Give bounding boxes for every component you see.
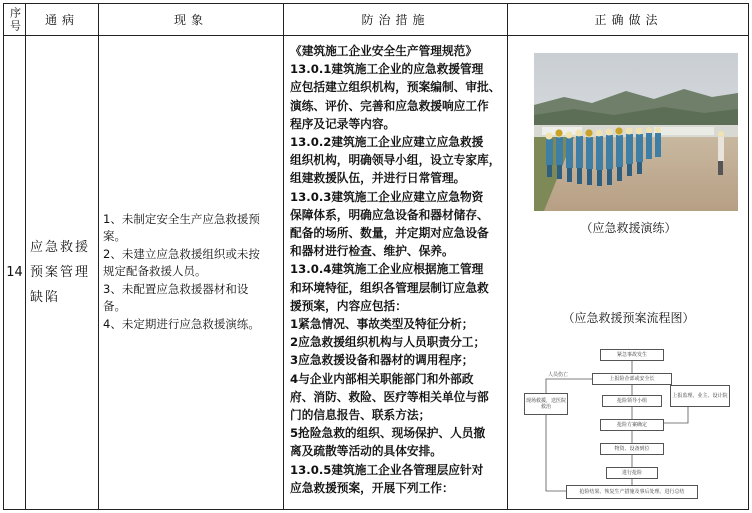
flow-plan: 抢险方案确定	[600, 419, 664, 431]
drill-photo	[534, 53, 738, 211]
response-flowchart	[522, 347, 738, 507]
defect-name: 应急救援 预案管理 缺陷	[30, 239, 91, 305]
header-defect: 通病	[44, 13, 79, 27]
measures-cell	[284, 35, 507, 509]
phenomenon-list: 1、未制定安全生产应急救援预 案。 2、未建立应急救援组织或未按 规定配备救援人员。 3、未配置应急救援器材和设 备。 4、未定期进行应急救援演练。	[103, 211, 260, 331]
flowchart-caption: （应急救援预案流程图）	[562, 311, 695, 325]
flow-command: 抢险领导小组	[602, 395, 662, 407]
correct-cell	[508, 35, 749, 509]
flow-start: 紧急事故发生	[600, 349, 664, 361]
drill-caption: （应急救援演练）	[580, 221, 677, 235]
measure-line: 离及疏散等活动的具体安排。	[290, 444, 442, 459]
flow-left-label: 人员伤亡	[548, 372, 569, 378]
defect-cell	[26, 35, 98, 509]
measure-line: 和环境特征，组织各管理层制订应急救	[290, 280, 489, 295]
measure-line: 府、消防、救险、医疗等相关单位与部	[290, 389, 489, 404]
flow-report: 上报险企部或安全长	[592, 373, 672, 385]
measure-line: 门的信息报告、联系方法；	[290, 408, 431, 423]
measure-line: 演练、评价、完善和应急救援响应工作	[290, 98, 489, 113]
measure-line: 程序及记录等内容。	[290, 116, 396, 131]
measure-line: 13.0.2建筑施工企业应建立应急救援	[290, 135, 484, 150]
phenomenon-cell	[99, 35, 283, 509]
measure-line: 组织机构，明确领导小组，设立专家库，	[290, 153, 501, 168]
measure-line: 2应急救援组织机构与人员职责分工；	[290, 335, 486, 350]
flow-execute: 进行抢险	[606, 467, 658, 479]
measure-line: 3应急救援设备和器材的调用程序；	[290, 353, 474, 368]
measure-line: 和器材进行检查、维护、保养。	[290, 244, 454, 259]
measure-line: 4与企业内部相关职能部门和外部政	[290, 371, 474, 386]
measure-line: 援预案，内容应包括：	[290, 298, 407, 313]
measure-line: 1紧急情况、事故类型及特征分析；	[290, 317, 474, 332]
measure-line: 保障体系，明确应急设备和器材储存、	[290, 207, 489, 222]
defect-table	[3, 3, 749, 510]
measure-line: 配备的场所、数量，并定期对应急设备	[290, 226, 489, 241]
measure-line: 13.0.1建筑施工企业的应急救援管理	[290, 62, 484, 77]
header-correct: 正确做法	[594, 13, 663, 27]
flow-left-box: 现场救援，送医院救治	[524, 393, 568, 415]
measure-line: 应急救援预案，开展下列工作：	[290, 480, 454, 495]
row-number: 14	[6, 264, 23, 280]
flow-right-box: 上报监理、业主、设计院	[670, 385, 730, 407]
flow-material: 物资、设备到位	[600, 443, 664, 455]
header-phenomenon: 现象	[173, 13, 208, 27]
header-measures: 防治措施	[361, 13, 430, 27]
drill-photo-icon	[534, 53, 738, 211]
measure-line: 13.0.4建筑施工企业应根据施工管理	[290, 262, 484, 277]
measure-line: 13.0.3建筑施工企业应建立应急物资	[290, 189, 484, 204]
measure-line: 5抢险急救的组织、现场保护、人员撤	[290, 426, 486, 441]
flow-final: 抢险结果、恢复生产措施及事后处理、进行总结	[566, 485, 698, 499]
measure-line: 应包括建立组织机构，预案编制、审批、	[290, 80, 501, 95]
header-seq: 序号	[8, 6, 22, 33]
measure-line: 组建救援队伍，并进行日常管理。	[290, 171, 466, 186]
measure-line: 《建筑施工企业安全生产管理规范》	[290, 44, 478, 58]
measure-line: 13.0.5建筑施工企业各管理层应针对	[290, 462, 484, 477]
